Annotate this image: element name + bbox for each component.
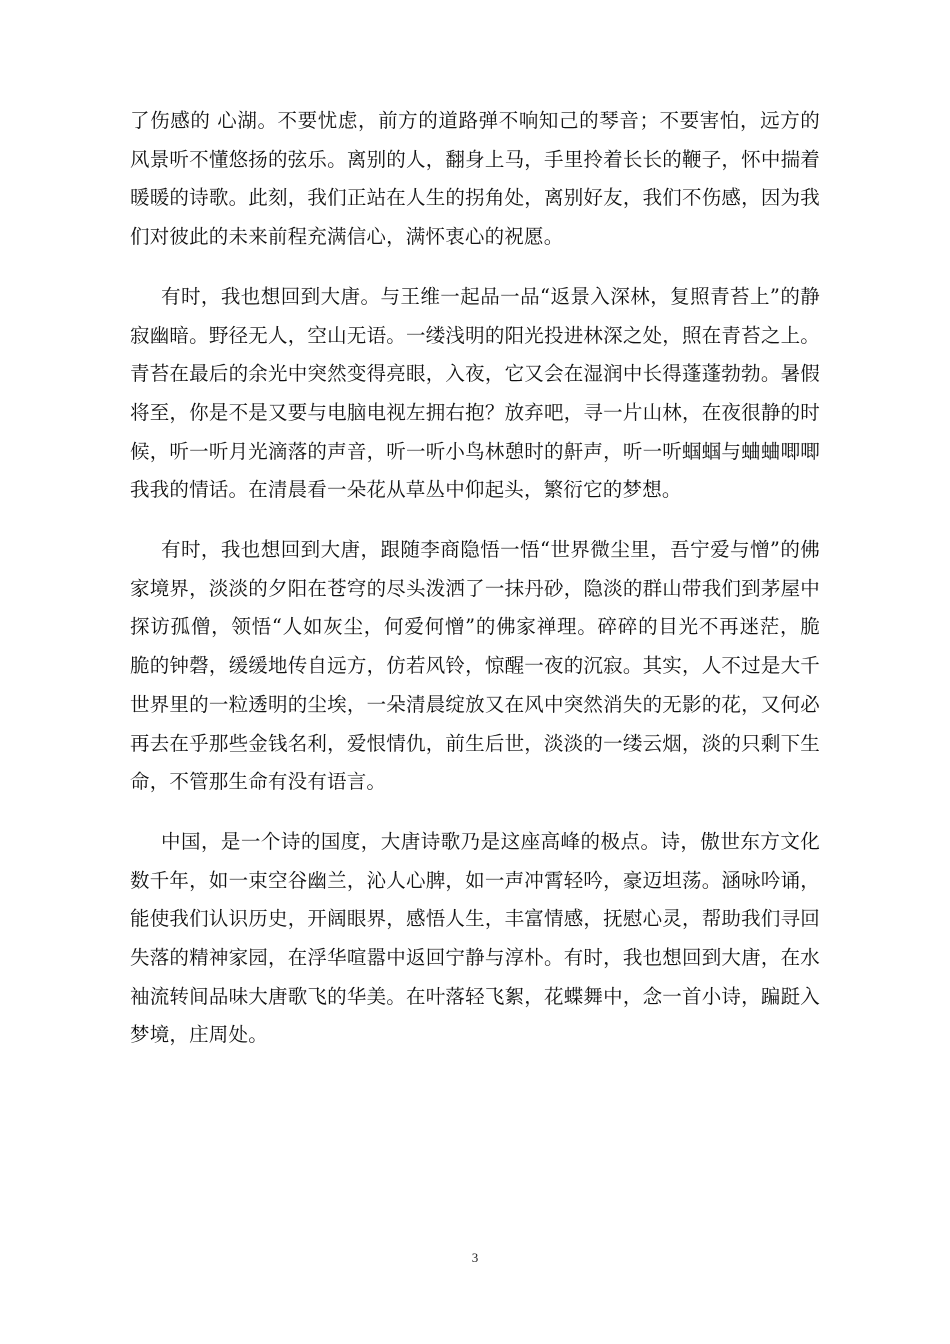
body-text (130, 102, 820, 1055)
paragraph-poetry-nation: 中国，是一个诗的国度，大唐诗歌乃是这座高峰的极点。诗，傲世东方文化数千年，如一束空谷幽兰，沁人心脾，如一声冲霄轻吟，豪迈坦荡。涵咏吟诵，能使我们认识历史，开阔眼界，感悟人生，丰富情感，抚慰心灵，帮助我们寻回失落的精神家园，在浮华喧嚣中返回宁静与淳朴。有时，我也想回到大唐，在水袖流转间品味大唐歌飞的华美。在叶落轻飞絮，花蝶舞中，念一首小诗，蹁跹入梦境，庄周处。 (130, 829, 820, 1047)
page-number: 3 (471, 1250, 479, 1265)
paragraph-continued: 了伤感的 心湖。不要忧虑，前方的道路弹不响知己的琴音；不要害怕，远方的风景听不懂悠扬的弦乐。离别的人，翻身上马，手里拎着长长的鞭子，怀中揣着暖暖的诗歌。此刻，我们正站在人生的拐角处，离别好友，我们不伤感，因为我们对彼此的未来前程充满信心，满怀衷心的祝愿。 (130, 109, 820, 249)
paragraph-li-shangyin: 有时，我也想回到大唐，跟随李商隐悟一悟“世界微尘里，吾宁爱与憎”的佛家境界，淡淡的夕阳在苍穹的尽头泼洒了一抹丹砂，隐淡的群山带我们到茅屋中探访孤僧，领悟“人如灰尘，何爱何憎”的佛家禅理。碎碎的目光不再迷茫，脆脆的钟磬，缓缓地传自远方，仿若风铃，惊醒一夜的沉寂。其实，人不过是大千世界里的一粒透明的尘埃，一朵清晨绽放又在风中突然消失的无影的花，又何必再去在乎那些金钱名利，爱恨情仇，前生后世，淡淡的一缕云烟，淡的只剩下生命，不管那生命有没有语言。 (130, 538, 820, 794)
paragraph-wang-wei: 有时，我也想回到大唐。与王维一起品一品“返景入深林，复照青苔上”的静寂幽暗。野径无人，空山无语。一缕浅明的阳光投进林深之处，照在青苔之上。青苔在最后的余光中突然变得亮眼，入夜，它又会在湿润中长得蓬蓬勃勃。暑假将至，你是不是又要与电脑电视左拥右抱？放弃吧，寻一片山林，在夜很静的时候，听一听月光滴落的声音，听一听小鸟林憩时的鼾声，听一听蝈蝈与蛐蛐唧唧我我的情话。在清晨看一朵花从草丛中仰起头，繁衍它的梦想。 (130, 284, 820, 502)
